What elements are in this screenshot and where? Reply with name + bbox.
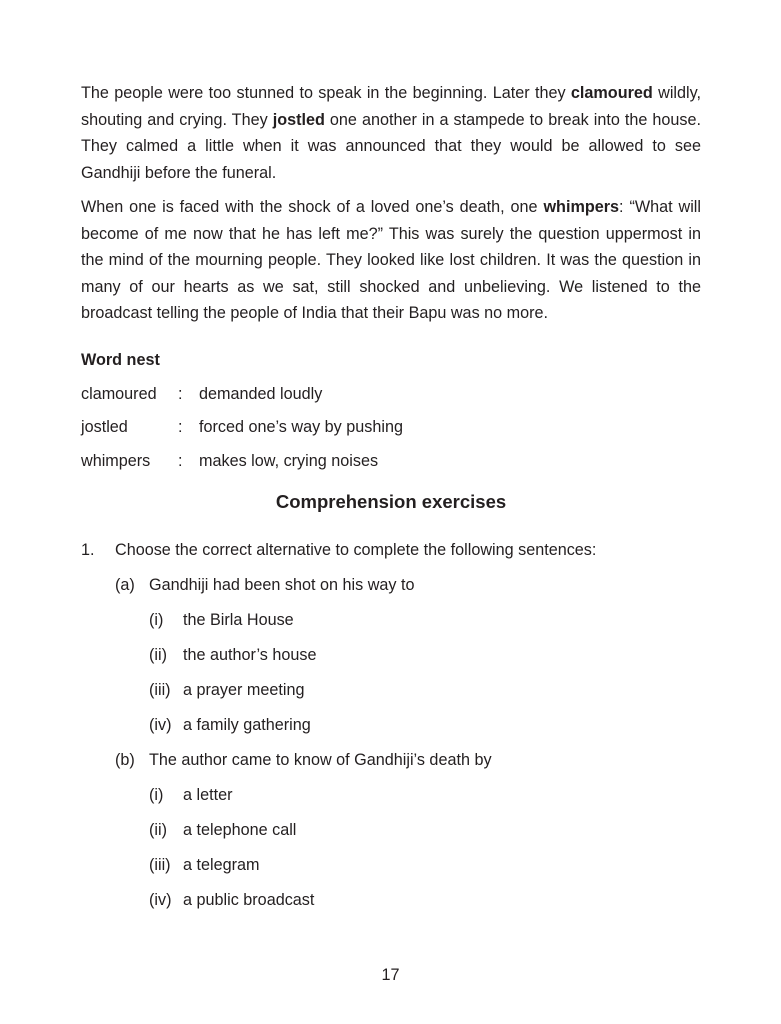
text-span: one another in a stampede to break into the house. They calmed a little when it was announced that they would be allowed to see Gandhiji before the funeral. [81,110,701,182]
option-text: the author’s house [183,646,317,664]
option-item [149,852,701,878]
bold-word-whimpers: whimpers [543,198,620,216]
option-label: (i) [149,786,164,804]
subquestion-text: The author came to know of Gandhiji’s death by [149,751,492,769]
option-item [149,642,701,668]
option-text: a public broadcast [183,891,315,909]
bold-word-jostled: jostled [272,110,325,129]
word-nest-colon: : [178,384,183,403]
option-item [149,712,701,738]
option-text: the Birla House [183,611,294,629]
word-nest-definition: makes low, crying noises [199,451,379,470]
option-list [149,782,701,913]
text-span: wildly, shouting and crying. They [81,84,702,129]
option-label: (i) [149,611,164,629]
option-item [149,887,701,913]
option-label: (ii) [149,821,167,839]
question-1 [81,537,701,563]
page-content [81,80,701,913]
option-item [149,817,701,843]
word-nest-colon: : [178,451,183,470]
word-nest-term: clamoured [81,384,157,403]
word-nest-entry [81,414,701,448]
word-nest-entry [81,448,701,482]
option-text: a telegram [183,856,260,874]
option-text: a telephone call [183,821,297,839]
paragraph-1 [81,80,701,186]
option-label: (ii) [149,646,167,664]
subquestion-list [115,572,701,913]
option-item [149,607,701,633]
option-label: (iv) [149,891,172,909]
option-item [149,677,701,703]
subquestion-a [115,572,701,598]
word-nest-entry [81,381,701,415]
word-nest-list [81,381,701,482]
option-text: a letter [183,786,233,804]
option-label: (iii) [149,681,171,699]
word-nest-colon: : [178,418,183,436]
option-label: (iv) [149,716,172,734]
word-nest-term: jostled [81,418,128,436]
paragraph-2 [81,194,701,327]
bold-word-clamoured: clamoured [570,84,653,102]
text-span: The people were too stunned to speak in the beginning. Later they [81,84,571,102]
word-nest-term: whimpers [81,451,151,470]
page-number: 17 [381,966,400,984]
subquestion-text: Gandhiji had been shot on his way to [149,576,415,594]
option-list [149,607,701,738]
subquestion-b [115,747,701,773]
question-number: 1. [81,541,95,559]
subquestion-label: (b) [115,751,135,769]
word-nest-heading: Word nest [81,350,160,369]
option-item [149,782,701,808]
word-nest-definition: demanded loudly [199,384,323,403]
option-text: a family gathering [183,716,311,734]
text-span: When one is faced with the shock of a loved one’s death, one [81,198,544,216]
subquestion-label: (a) [115,576,135,594]
question-text: Choose the correct alternative to complete the following sentences: [115,541,597,559]
word-nest-definition: forced one’s way by pushing [199,418,403,436]
section-title: Comprehension exercises [275,491,507,512]
text-span: : “What will become of me now that he has left me?” This was surely the question uppermost in the mind of the mourning people. They looked like lost children. It was the question in many of our hearts as we sat, still shocked and unbelieving. We listened to the broadcast telling the people of India that their Bapu was no more. [81,198,701,322]
option-text: a prayer meeting [183,681,305,699]
option-label: (iii) [149,856,171,874]
